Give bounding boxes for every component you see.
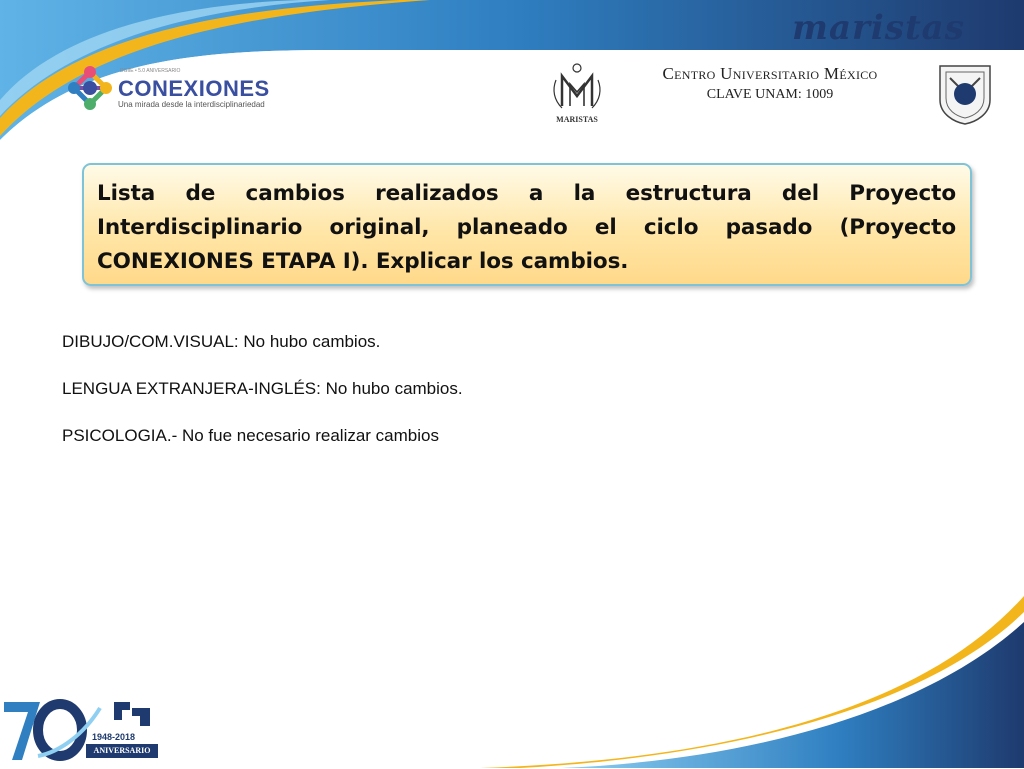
maristas-wordmark: maristas <box>792 8 965 48</box>
maristas-seal-label: MARISTAS <box>556 115 598 124</box>
line-dibujo: DIBUJO/COM.VISUAL: No hubo cambios. <box>62 332 381 351</box>
shield-icon <box>936 60 994 126</box>
maristas-seal <box>548 62 606 124</box>
line-lengua-extranjera: LENGUA EXTRANJERA-INGLÉS: No hubo cambios. <box>62 379 463 398</box>
anniversary-label: ANIVERSARIO <box>86 744 158 758</box>
conexiones-logo <box>64 62 270 118</box>
title-text: Lista de cambios realizados a la estructura del Proyecto Interdisciplinario original, planeado el ciclo pasado (Proyecto CONEXIONES ETAPA I). Explicar los cambios. <box>97 181 956 274</box>
conexiones-micro-text: DGIIE • 5.0 ANIVERSARIO <box>120 68 181 74</box>
institution-header <box>620 64 920 103</box>
anniversary-dates: 1948-2018 <box>92 732 136 742</box>
conexiones-network-icon <box>64 62 116 114</box>
changes-list <box>62 331 463 472</box>
unam-shield-logo <box>936 60 994 126</box>
conexiones-wordmark: CONEXIONES <box>118 76 270 101</box>
conexiones-tagline: Una mirada desde la interdisciplinariedad <box>118 100 265 109</box>
maristas-monogram-icon <box>548 62 606 112</box>
line-psicologia: PSICOLOGIA.- No fue necesario realizar cambios <box>62 426 439 445</box>
institution-clave: CLAVE UNAM: 1009 <box>706 87 834 102</box>
title-callout-box <box>82 163 972 286</box>
anniversary-logo <box>0 694 170 764</box>
institution-name: Centro Universitario México <box>662 64 878 83</box>
